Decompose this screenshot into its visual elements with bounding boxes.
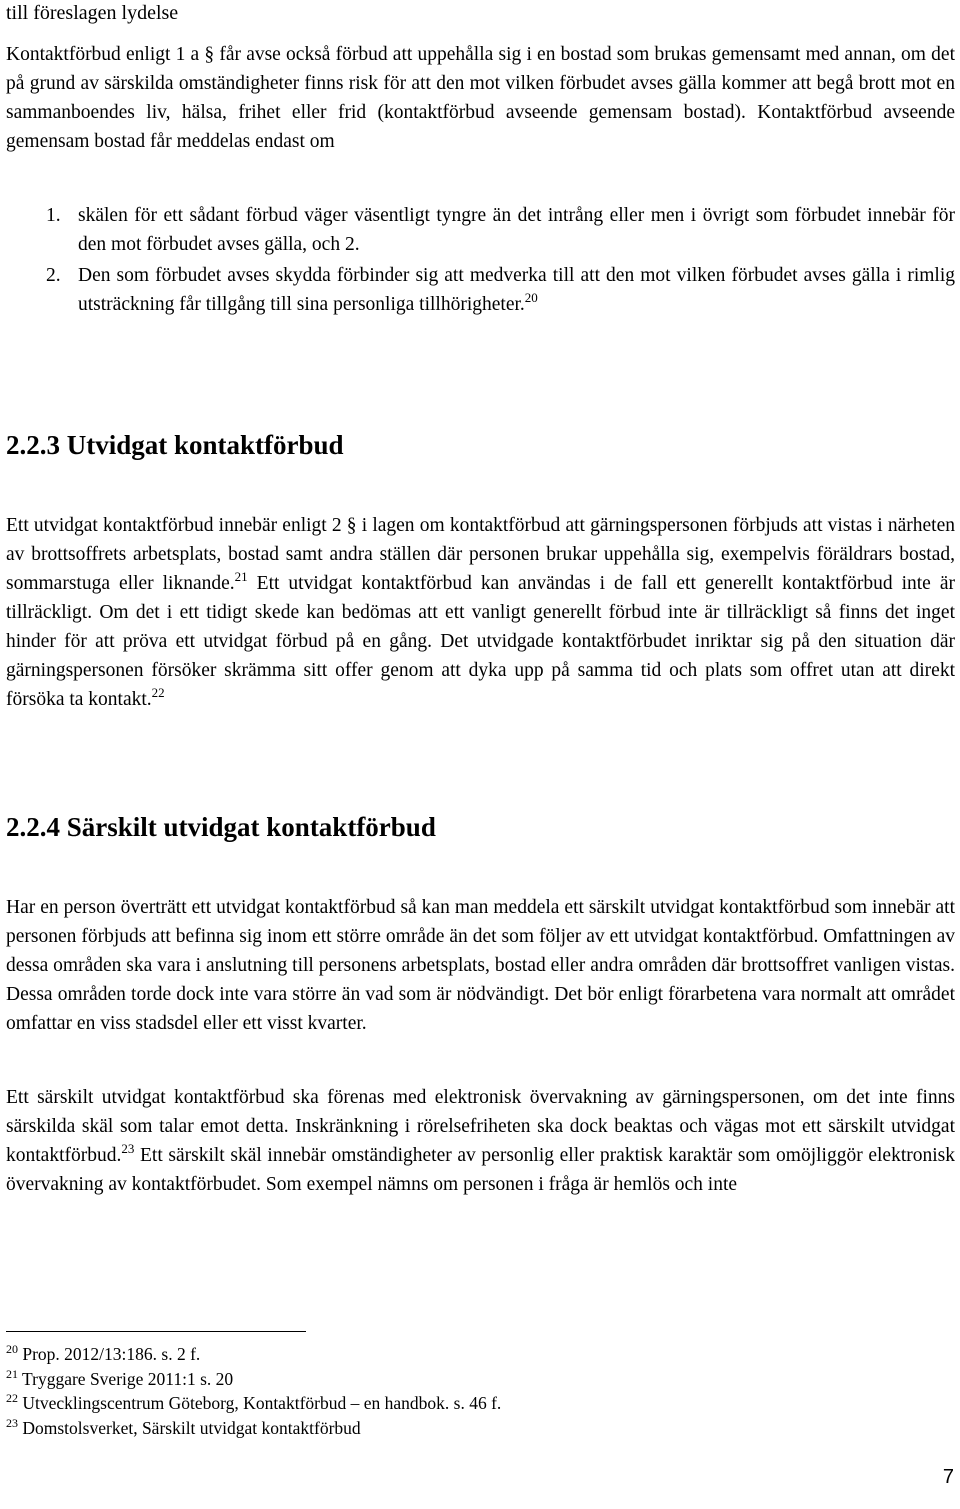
- footnote: [6, 1367, 706, 1392]
- footnote-number: 21: [6, 1366, 18, 1381]
- section-223-paragraph: [6, 511, 955, 714]
- section-224-paragraph-2: [6, 1083, 955, 1199]
- footnote-text: Prop. 2012/13:186. s. 2 f.: [18, 1344, 201, 1364]
- footnote-ref[interactable]: 23: [121, 1141, 135, 1156]
- paragraph-text: Ett särskilt skäl innebär omständigheter av personlig eller praktisk karaktär som omöjliggör elektronisk övervakning av kontaktförbudet. Som exempel nämns om personen i fråga är hemlös och inte: [6, 1145, 955, 1195]
- footnote-ref[interactable]: 22: [151, 685, 165, 700]
- footnote-divider: [6, 1331, 306, 1332]
- footnotes: [6, 1342, 706, 1440]
- footnote-text: Utvecklingscentrum Göteborg, Kontaktförbud – en handbok. s. 46 f.: [18, 1393, 502, 1413]
- paragraph-text: Ett utvidgat kontaktförbud kan användas i de fall ett generellt kontaktförbud inte är tillräckligt. Om det i ett tidigt skede kan bedömas att ett vanligt generellt förbud inte är tillräckligt så finns det inget hinder för att pröva ett utvidgat förbud på en gång. Det utvidgade kontaktförbudet inriktar sig på den situation där gärningspersonen försöker skrämma sitt offer genom att dyka upp på samma tid och plats som offret utan att direkt försöka ta kontakt.: [6, 573, 955, 710]
- footnote: [6, 1391, 706, 1416]
- footnote-text: Tryggare Sverige 2011:1 s. 20: [18, 1368, 234, 1389]
- page-number: 7: [942, 1466, 954, 1488]
- section-heading-224: 2.2.4 Särskilt utvidgat kontaktförbud: [6, 812, 436, 842]
- list-item-number: 2.: [46, 265, 61, 286]
- footnote-ref[interactable]: 21: [234, 569, 248, 584]
- footnote-ref[interactable]: 20: [524, 290, 538, 305]
- footnote-number: 23: [6, 1415, 18, 1430]
- list-item-number: 1.: [46, 205, 61, 226]
- footnote: [6, 1416, 706, 1441]
- footnote: [6, 1342, 706, 1367]
- conditions-list: [46, 201, 955, 319]
- list-item: [46, 201, 955, 259]
- continuation-line: till föreslagen lydelse: [6, 2, 179, 24]
- list-item: [46, 261, 955, 319]
- intro-paragraph: Kontaktförbud enligt 1 a § får avse också förbud att uppehålla sig i en bostad som brukas gemensamt med annan, om det på grund av särskilda omständigheter finns risk för att den mot vilken förbudet avses gälla kommer att begå brott mot en sammanboendes liv, hälsa, frihet eller frid (kontaktförbud avseende gemensam bostad). Kontaktförbud avseende gemensam bostad får meddelas endast om: [6, 44, 955, 152]
- section-heading-223: 2.2.3 Utvidgat kontaktförbud: [6, 430, 344, 460]
- list-item-text: Den som förbudet avses skydda förbinder sig att medverka till att den mot vilken förbudet avses gälla i rimlig utsträckning får tillgång till sina personliga tillhörigheter.: [78, 265, 955, 315]
- paragraph-text: Ett särskilt utvidgat kontaktförbud ska förenas med elektronisk övervakning av gärningspersonen, om det inte finns särskilda skäl som talar emot detta. Inskränkning i rörelsefriheten ska dock beaktas och vägas mot ett särskilt utvidgat kontaktförbud.: [6, 1087, 955, 1166]
- footnote-text: Domstolsverket, Särskilt utvidgat kontaktförbud: [18, 1417, 361, 1438]
- paragraph-text: Ett utvidgat kontaktförbud innebär enligt 2 § i lagen om kontaktförbud att gärningspersonen förbjuds att vistas i närheten av brottsoffrets arbetsplats, bostad samt andra ställen där personen brukar uppehålla sig, exempelvis föräldrars bostad, sommarstuga eller liknande.: [6, 515, 955, 594]
- footnote-number: 22: [6, 1391, 18, 1405]
- list-item-text: skälen för ett sådant förbud väger väsentligt tyngre än det intrång eller men i övrigt som förbudet innebär för den mot förbudet avses gälla, och 2.: [78, 205, 955, 255]
- section-224-paragraph-1: Har en person överträtt ett utvidgat kontaktförbud så kan man meddela ett särskilt utvidgat kontaktförbud som innebär att personen förbjuds att befinna sig inom ett större område än det som följer av ett utvidgat kontaktförbud. Omfattningen av dessa områden ska vara i anslutning till personens arbetsplats, bostad eller andra områden där brottsoffret vanligen vistas. Dessa områden torde dock inte vara större än vad som är nödvändigt. Det bör enligt förarbetena vara normalt att området omfattar en viss stadsdel eller ett visst kvarter.: [6, 897, 955, 1034]
- footnote-number: 20: [6, 1342, 18, 1356]
